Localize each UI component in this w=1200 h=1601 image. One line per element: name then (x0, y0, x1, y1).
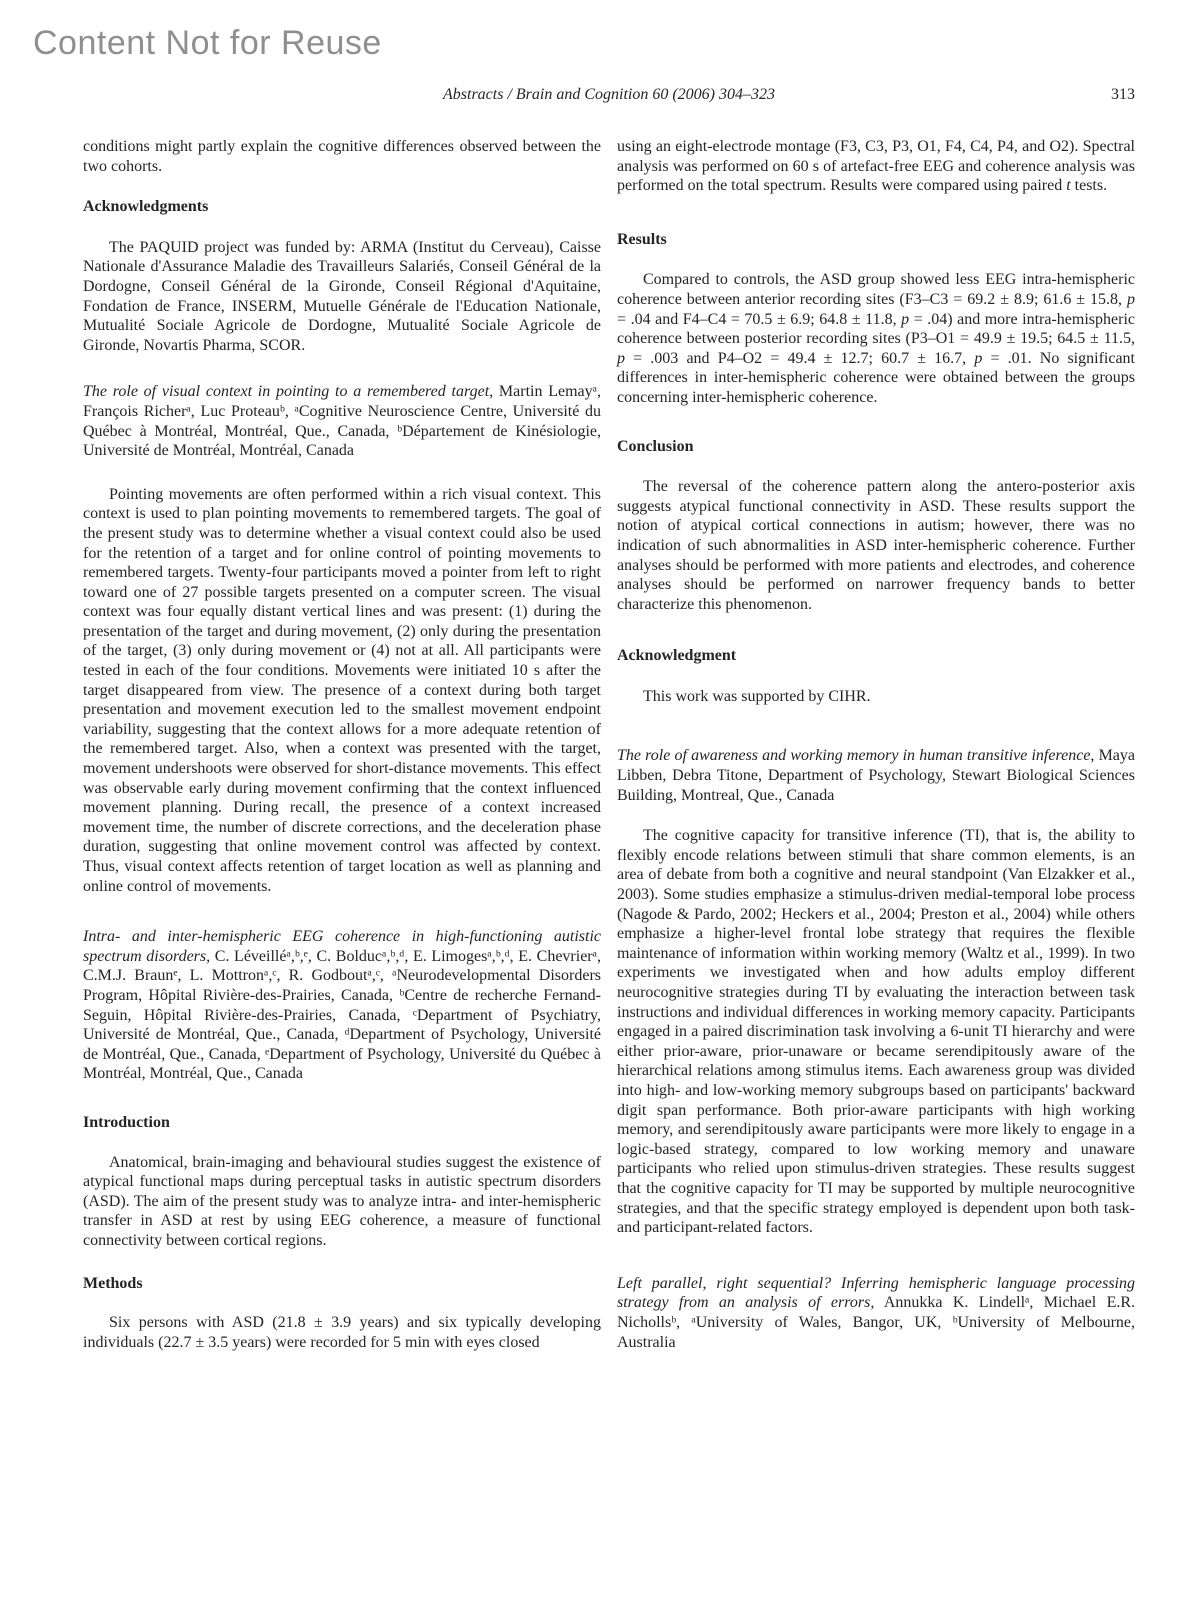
text-segment: tests. (1070, 177, 1108, 195)
section-heading-introduction: Introduction (83, 1113, 170, 1131)
methods-paragraph: Six persons with ASD (21.8 ± 3.9 years) and six typically developing individuals (22.7 ± 3.5 years) were recorded for 5 min with eyes closed (83, 1314, 601, 1351)
column-left (83, 137, 601, 1352)
section-heading-acknowledgment: Acknowledgment (617, 647, 737, 665)
abstract-title-italic: Intra- and inter-hemispheric EEG coherence in high-functioning autistic spectrum disorders, (83, 928, 601, 965)
abstract-title-pointing (83, 382, 601, 460)
results-paragraph (617, 270, 1135, 407)
italic-variable: t (1066, 177, 1071, 195)
text-segment: = .003 and P4–O2 = 49.4 ± 12.7; 60.7 ± 16.7, (625, 349, 975, 367)
methods-continuation-paragraph (617, 137, 1135, 196)
text-segment: using an eight-electrode montage (F3, C3, P3, O1, F4, C4, P4, and O2). Spectral analysis was performed on 60 s of artefact-free EEG and coherence analysis was performed on the total spectrum. Results were compared using paired (617, 138, 1135, 195)
carryover-paragraph: conditions might partly explain the cognitive differences observed between the two cohorts. (83, 138, 601, 175)
abstract-title-transitive-inference (617, 746, 1135, 805)
conclusion-paragraph: The reversal of the coherence pattern along the antero-posterior axis suggests atypical functional connectivity in ASD. These results support the notion of atypical cortical connections in autism; however, there was no indication of such abnormalities in ASD inter-hemispheric coherence. Further analyses should be performed with more patients and electrodes, and coherence analyses should be performed on narrower frequency bands to better characterize this phenomenon. (617, 478, 1135, 613)
section-heading-results: Results (617, 230, 667, 248)
column-right (617, 137, 1135, 1352)
abstract-authors: C. Léveilléᵃ,ᵇ,ᵉ, C. Bolducᵃ,ᵇ,ᵈ, E. Limogesᵃ,ᵇ,ᵈ, E. Chevrierᵃ, C.M.J. Braunᵉ, L. Mottronᵃ,ᶜ, R. Godboutᵃ,ᶜ, ᵃNeurodevelopmental Disorders Program, Hôpital Rivière-des-Prairies, Canada, ᵇCentre de recherche Fernand-Seguin, Hôpital Rivière-des-Prairies, Canada, ᶜDepartment of Psychiatry, Université de Montréal, Que., Canada, ᵈDepartment of Psychology, Université de Montréal, Que., Canada, ᵉDepartment of Psychology, Université du Québec à Montréal, Montréal, Que., Canada (83, 947, 602, 1083)
italic-variable: p (617, 349, 625, 367)
abstract-authors: Maya Libben, Debra Titone, Department of Psychology, Stewart Biological Sciences Building, Montreal, Que., Canada (617, 747, 1135, 804)
text-segment: = .01. No significant differences in inter-hemispheric coherence were obtained between the groups concerning inter-hemispheric coherence. (617, 349, 1135, 406)
running-head (83, 86, 1135, 104)
section-heading-acknowledgments: Acknowledgments (83, 198, 209, 216)
abstract-title-italic: The role of awareness and working memory in human transitive inference, (617, 747, 1095, 765)
introduction-paragraph: Anatomical, brain-imaging and behavioural studies suggest the existence of atypical functional maps during perceptual tasks in autistic spectrum disorders (ASD). The aim of the present study was to analyze intra- and inter-hemispheric transfer in ASD at rest by using EEG coherence, a measure of functional connectivity between cortical regions. (83, 1153, 601, 1249)
acknowledgment-paragraph: This work was supported by CIHR. (643, 687, 871, 705)
abstract-title-lindell (617, 1274, 1135, 1352)
italic-variable: p (974, 349, 983, 367)
abstract-body-pointing: Pointing movements are often performed within a rich visual context. This context is used to plan pointing movements to remembered targets. The goal of the present study was to determine whether a visual context could also be used for the retention of a target and for online control of pointing movements to remembered targets. Twenty-four participants moved a pointer from left to right toward one of 27 possible targets presented on a computer screen. The visual context was four equally distant vertical lines and was present: (1) during the presentation of the target and during movement, (2) only during the presentation of the target, (3) only during movement or (4) not at all. All participants were tested in each of the four conditions. Movements were initiated 10 s after the target disappeared from view. The presence of a context during both target presentation and movement execution led to the smallest movement endpoint variability, suggesting that the context allows for a more adequate retention of the remembered target. Also, when a context was presented with the target, movement undershoots were observed for short-distance movements. This effect was observable early during movement confirming that the context influenced movement planning. During recall, the presence of a context increased movement time, the number of discrete corrections, and the deceleration phase duration, suggesting that online movement control was affected by context. Thus, visual context affects retention of target location as well as planning and online control of movements. (83, 485, 601, 895)
acknowledgments-paragraph: The PAQUID project was funded by: ARMA (Institut du Cerveau), Caisse Nationale d'Assurance Maladie des Travailleurs Salariés, Conseil Général de la Dordogne, Conseil Général de la Gironde, Conseil Régional d'Aquitaine, Fondation de France, INSERM, Mutuelle Générale de l'Education Nationale, Mutualité Sociale Agricole de Dordogne, Mutualité Sociale Agricole de Gironde, Novartis Pharma, SCOR. (83, 238, 601, 354)
abstract-title-italic: Left parallel, right sequential? Inferring hemispheric language processing strategy from an analysis of errors, (617, 1274, 1135, 1312)
italic-variable: p (901, 310, 910, 328)
abstract-title-italic: The role of visual context in pointing to a remembered target, (83, 383, 494, 401)
section-heading-methods: Methods (83, 1274, 143, 1292)
text-segment: Compared to controls, the ASD group showed less EEG intra-hemispheric coherence between anterior recording sites (F3–C3 = 69.2 ± 8.9; 61.6 ± 15.8, (617, 271, 1135, 308)
abstract-authors: Annukka K. Lindellᵃ, Michael E.R. Nichollsᵇ, ᵃUniversity of Wales, Bangor, UK, ᵇUniversity of Melbourne, Australia (617, 1294, 1136, 1351)
abstract-title-eeg (83, 927, 601, 1084)
abstract-authors: Martin Lemayᵃ, François Richerᵃ, Luc Proteauᵇ, ᵃCognitive Neuroscience Centre, Université du Québec à Montréal, Montréal, Que., Canada, ᵇDépartement de Kinésiologie, Université de Montréal, Montréal, Canada (83, 383, 602, 460)
text-segment: = .04 and F4–C4 = 70.5 ± 6.9; 64.8 ± 11.8, (617, 310, 902, 328)
section-heading-conclusion: Conclusion (617, 437, 694, 455)
italic-variable: p (1127, 290, 1135, 308)
abstract-body-transitive-inference: The cognitive capacity for transitive inference (TI), that is, the ability to flexibly encode relations between stimuli that share common elements, is an area of debate from both a cognitive and neural standpoint (Van Elzakker et al., 2003). Some studies emphasize a stimulus-driven medial-temporal lobe process (Nagode & Pardo, 2002; Heckers et al., 2004; Preston et al., 2004) while others emphasize a higher-level frontal lobe strategy that requires the flexible maintenance of information within working memory (Waltz et al., 1999). In two experiments we investigated when and how adults employ different neurocognitive strategies during TI by evaluating the interaction between task instructions and individual differences in working memory capacity. Participants engaged in a paired discrimination task involving a 6-unit TI hierarchy and were either prior-aware, prior-unaware or became serendipitously aware of the hierarchical relations among stimulus items. Each awareness group was divided into high- and low-working memory subgroups based on participants' backward digit span performance. Both prior-aware participants with high working memory, and serendipitously aware participants were more likely to engage in a logic-based strategy, compared to low working memory and unaware participants who relied upon stimulus-driven strategies. These results suggest that the cognitive capacity for TI may be supported by multiple neurocognitive strategies, and that the specific strategy employed is dependent upon both task- and participant-related factors. (617, 827, 1135, 1237)
page-number: 313 (1111, 86, 1135, 103)
text-segment: = .04) and more intra-hemispheric coherence between posterior recording sites (P3–O1 = 49.9 ± 19.5; 64.5 ± 11.5, (617, 310, 1135, 348)
watermark-text: Content Not for Reuse (33, 24, 382, 62)
journal-citation-line: Abstracts / Brain and Cognition 60 (2006) 304–323 (443, 86, 775, 103)
